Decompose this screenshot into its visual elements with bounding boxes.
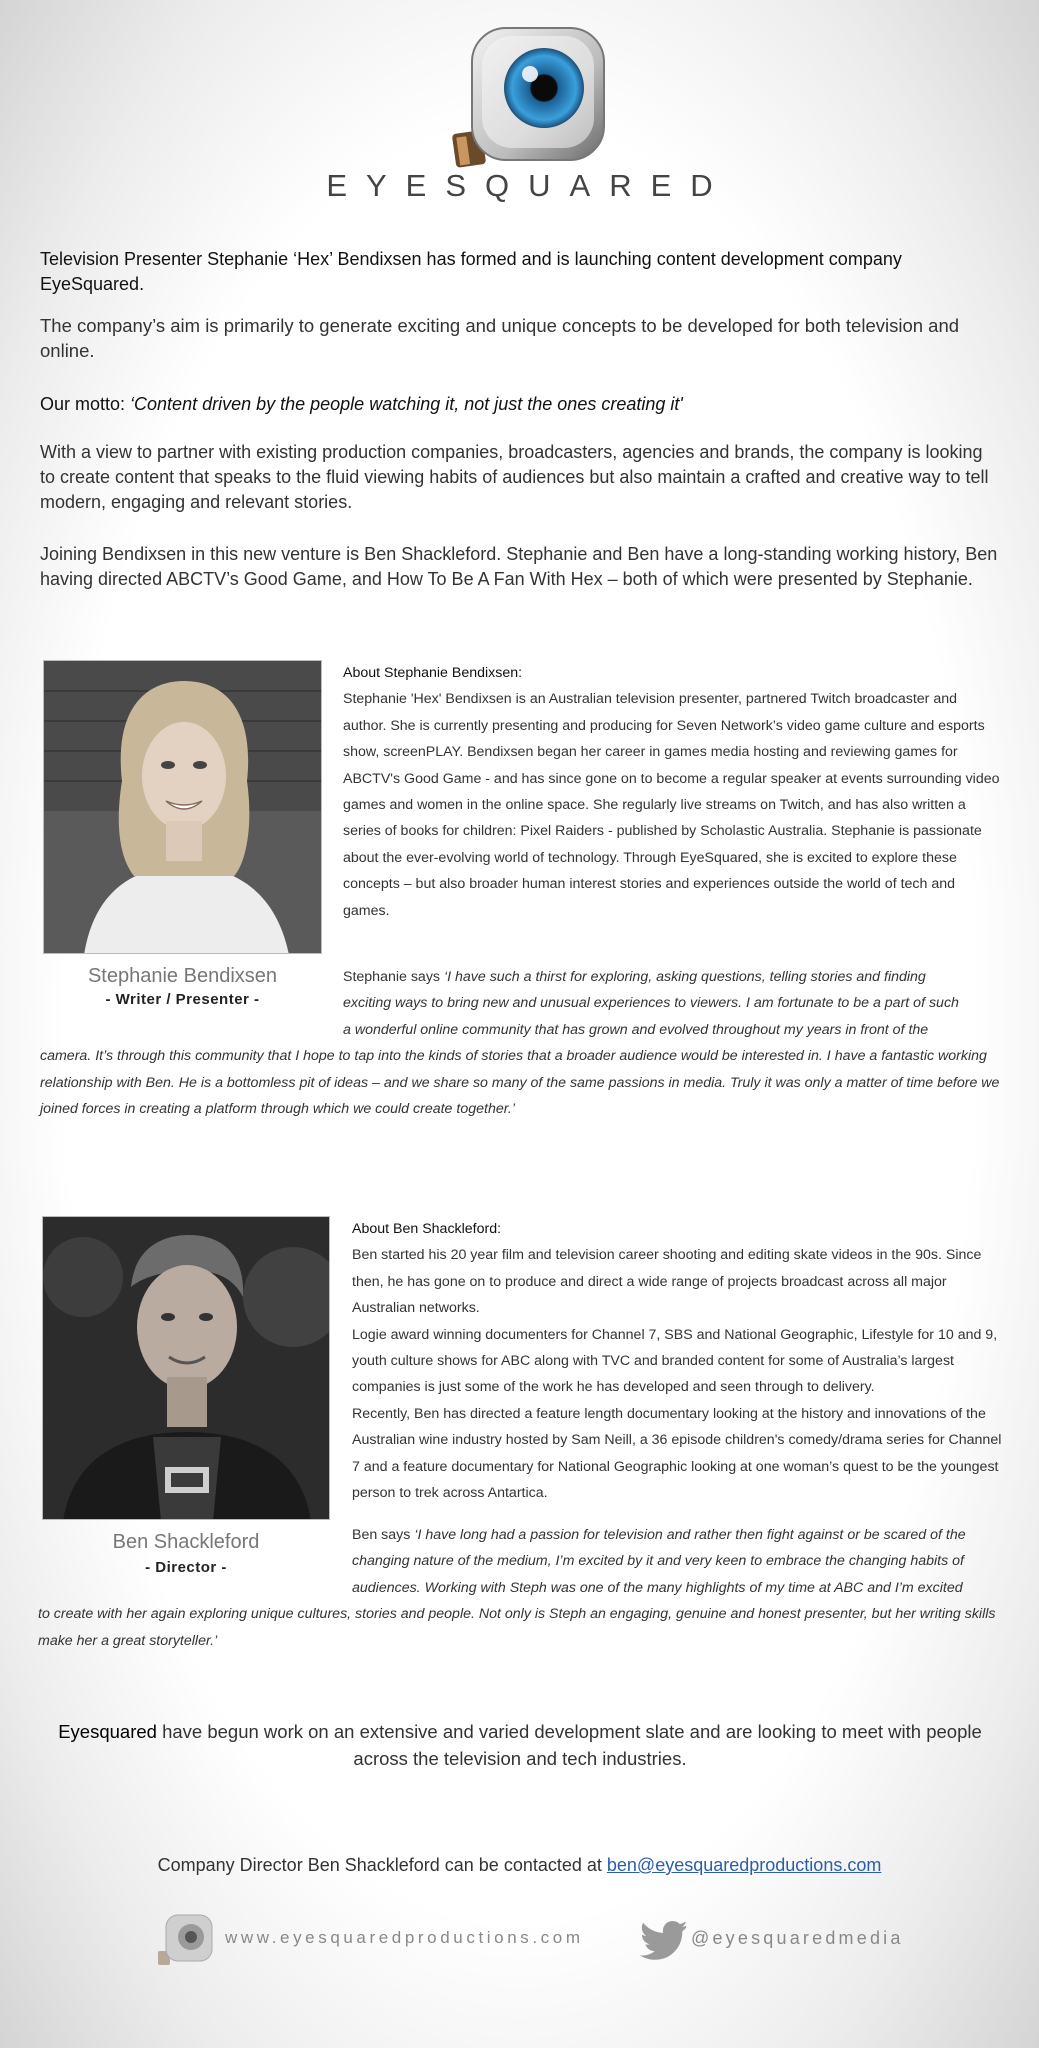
footer-website[interactable]: www.eyesquaredproductions.com	[225, 1928, 584, 1947]
development-slate-paragraph	[40, 1718, 1000, 1772]
ben-bio-text-1: Ben started his 20 year film and television career shooting and editing skate videos in the 90s. Since then, he has gone on to produce and direct a wide range of projects broadcast across all major Australian networks.	[352, 1247, 982, 1317]
footer-eyesquared-icon	[148, 1913, 216, 1969]
brand-wordmark: EYESQUARED	[326, 168, 732, 203]
ben-quote-text-3: audiences. Working with Steph was one of the many highlights of my time at ABC and I’m excited	[352, 1579, 963, 1596]
contact-email-link[interactable]: ben@eyesquaredproductions.com	[606, 1855, 882, 1875]
footer-twitter-handle[interactable]: @eyesquaredmedia	[691, 1928, 904, 1948]
slate-text: have begun work on an extensive and varied development slate and are looking to meet with people across the television and tech industries.	[156, 1721, 982, 1769]
stephanie-quote-text-1: ‘I have such a thirst for exploring, asking questions, telling stories and finding	[443, 969, 926, 985]
ben-portrait-icon	[43, 1217, 330, 1520]
stephanie-quote-text-4: camera. It’s through this community that I hope to tap into the kinds of stories that a broader audience would be interested in. I have a fantastic working relationship with Ben. He is a bottomless pit of ideas – and we share so many of the same passions in media. Truly it was only a matter of time before we joined forces in creating a platform through which we could create together.’	[40, 1048, 1000, 1118]
ben-quote-line-4	[38, 1601, 1013, 1654]
ben-quote	[38, 1522, 1013, 1654]
stephanie-portrait-icon	[44, 661, 322, 954]
joining-paragraph: Joining Bendixsen in this new venture is Ben Shackleford. Stephanie and Ben have a long-standing working history, Ben having directed ABCTV’s Good Game, and How To Be A Fan With Hex – both of which were presented by Stephanie.	[40, 544, 998, 589]
company-aim: The company’s aim is primarily to generate exciting and unique concepts to be developed for both television and online.	[40, 315, 960, 361]
ben-bio-text-3: Recently, Ben has directed a feature length documentary looking at the history and innovations of the Australian wine industry hosted by Sam Neill, a 36 episode children's comedy/drama series for Channel 7 and a feature documentary for National Geographic looking at one woman’s quest to be the youngest person to trek across Antartica.	[352, 1405, 1002, 1502]
ben-quote-lead: Ben says	[352, 1527, 415, 1543]
ben-quote-text-2: changing nature of the medium, I’m excited by it and very keen to embrace the changing habits of	[352, 1553, 964, 1570]
stephanie-quote-text-3: a wonderful online community that has grown and evolved throughout my years in front of the	[343, 1021, 929, 1038]
ben-quote-text-1: ‘I have long had a passion for television and rather then fight against or be scared of the	[414, 1527, 966, 1543]
stephanie-caption-name: Stephanie Bendixsen	[87, 965, 278, 987]
ben-bio-heading: About Ben Shackleford:	[352, 1221, 502, 1237]
stephanie-quote	[40, 964, 1010, 1122]
motto	[40, 392, 1000, 417]
partner-paragraph: With a view to partner with existing production companies, broadcasters, agencies and brands, the company is looking to create content that speaks to the fluid viewing habits of audiences but also maintain a crafted and creative way to tell modern, engaging and relevant stories.	[40, 442, 989, 512]
ben-photo	[42, 1216, 330, 1520]
ben-caption-name: Ben Shackleford	[112, 1531, 260, 1553]
stephanie-photo	[43, 660, 322, 954]
contact-text: Company Director Ben Shackleford can be contacted at	[157, 1855, 607, 1875]
stephanie-caption-role: - Writer / Presenter -	[105, 991, 260, 1008]
slate-brand: Eyesquared	[58, 1721, 157, 1742]
ben-quote-text-4: to create with her again exploring unique cultures, stories and people. Not only is Steph an engaging, genuine and honest presenter, but her writing skills make her a great storyteller.’	[38, 1606, 996, 1649]
stephanie-quote-line-3	[40, 1017, 1010, 1043]
stephanie-quote-lead: Stephanie says	[343, 969, 444, 985]
stephanie-bio-heading: About Stephanie Bendixsen:	[343, 665, 523, 681]
stephanie-bio-text: Stephanie 'Hex' Bendixsen is an Australian television presenter, partnered Twitch broadcaster and author. She is currently presenting and producing for Seven Network’s video game culture and esports show, screenPLAY. Bendixsen began her career in games media hosting and reviewing games for ABCTV's Good Game - and has since gone on to become a regular speaker at events surrounding video games and women in the online space. She regularly live streams on Twitch, and has also written a series of books for children: Pixel Raiders - published by Scholastic Australia. Stephanie is passionate about the ever-evolving world of technology. Through EyeSquared, she is excited to explore these concepts – but also broader human interest stories and experiences outside the world of tech and games.	[343, 691, 1000, 919]
ben-quote-line-3	[38, 1575, 1013, 1601]
ben-quote-line-2	[38, 1548, 1013, 1574]
ben-caption-role: - Director -	[145, 1559, 227, 1576]
stephanie-quote-line-4	[40, 1043, 1010, 1122]
motto-text: ‘Content driven by the people watching it, not just the ones creating it'	[130, 394, 683, 414]
stephanie-bio	[343, 660, 1003, 924]
contact-line	[0, 1855, 1039, 1876]
stephanie-quote-line-2	[40, 990, 1010, 1016]
ben-bio	[352, 1216, 1008, 1506]
eyesquared-logo-icon	[424, 22, 616, 182]
stephanie-quote-line-1	[40, 964, 1010, 990]
ben-quote-line-1	[38, 1522, 1013, 1548]
intro-lead: Television Presenter Stephanie ‘Hex’ Bendixsen has formed and is launching content development company EyeSquared.	[40, 249, 902, 294]
twitter-bird-icon	[640, 1920, 686, 1960]
ben-bio-text-2: Logie award winning documenters for Channel 7, SBS and National Geographic, Lifestyle for 10 and 9, youth culture shows for ABC along with TVC and branded content for some of Australia’s largest companies is just some of the work he has developed and seen through to delivery.	[352, 1326, 998, 1396]
stephanie-quote-text-2: exciting ways to bring new and unusual experiences to viewers. I am fortunate to be a part of such	[343, 995, 959, 1012]
motto-label: Our motto:	[40, 394, 131, 414]
